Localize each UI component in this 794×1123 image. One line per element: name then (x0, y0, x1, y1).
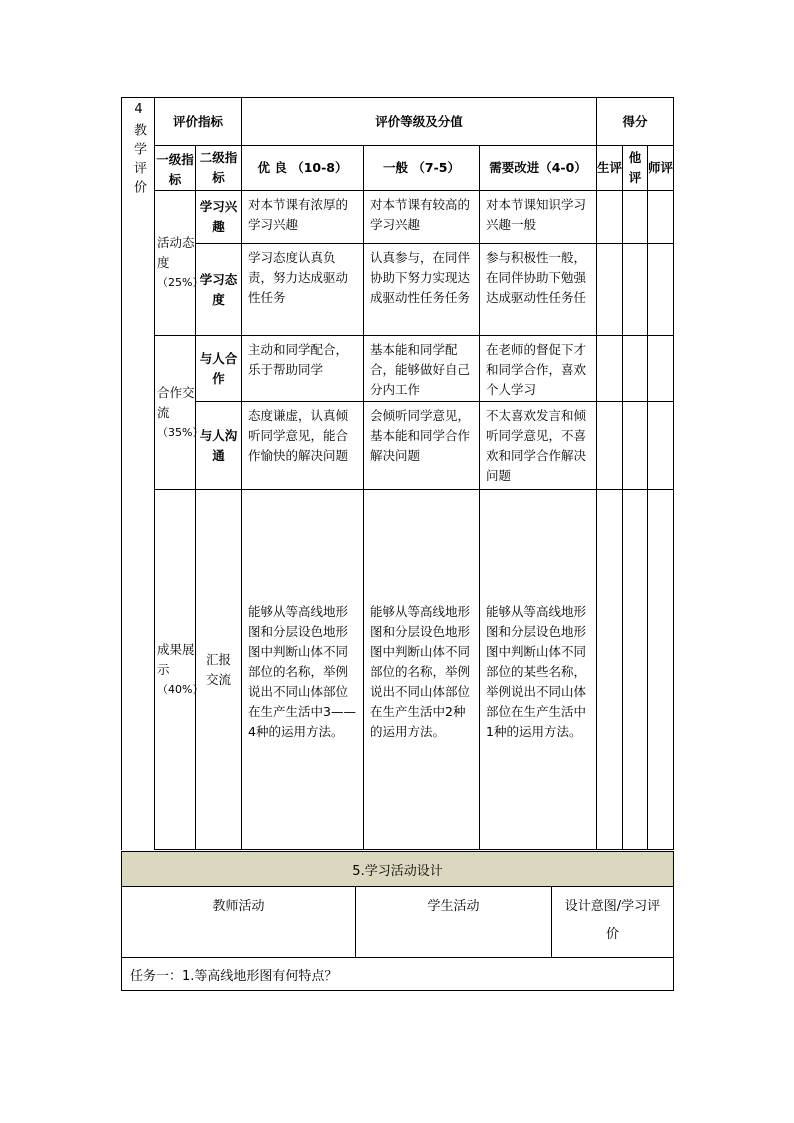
score-self[interactable] (597, 336, 623, 402)
criteria-average: 能够从等高线地形图和分层设色地形图中判断山体不同部位的名称，举例说出不同山体部位在生产生活中2种的运用方法。 (364, 490, 480, 850)
level2-header: 二级指标 (196, 146, 242, 191)
group-results: 成果展示 （40%） (155, 490, 196, 850)
group-activity-attitude: 活动态度 （25%） (155, 191, 196, 336)
score-peer[interactable] (623, 244, 648, 336)
criteria-average: 对本节课有较高的学习兴趣 (364, 191, 480, 244)
teacher-eval-header: 师评 (648, 146, 674, 191)
sub-cooperation: 与人合作 (196, 336, 242, 402)
side-label-cell (122, 98, 155, 850)
group-cooperation: 合作交流 （35%） (155, 336, 196, 490)
score-teacher[interactable] (648, 402, 674, 490)
criteria-excellent: 态度谦虚，认真倾听同学意见，能合作愉快的解决问题 (242, 402, 364, 490)
score-self[interactable] (597, 490, 623, 850)
index-header: 评价指标 (155, 98, 242, 146)
sub-report: 汇报交流 (196, 490, 242, 850)
score-teacher[interactable] (648, 490, 674, 850)
score-teacher[interactable] (648, 191, 674, 244)
criteria-excellent: 对本节课有浓厚的学习兴趣 (242, 191, 364, 244)
evaluation-table (121, 97, 674, 850)
self-eval-header: 生评 (597, 146, 623, 191)
score-peer[interactable] (623, 336, 648, 402)
criteria-improve: 不太喜欢发言和倾听同学意见，不喜欢和同学合作解决问题 (480, 402, 597, 490)
score-teacher[interactable] (648, 244, 674, 336)
criteria-average: 认真参与，在同伴协助下努力实现达成驱动性任务任务 (364, 244, 480, 336)
col-student-activity: 学生活动 (356, 887, 552, 958)
col-teacher-activity: 教师活动 (122, 887, 356, 958)
score-header: 得分 (597, 98, 674, 146)
criteria-improve: 参与积极性一般，在同伴协助下勉强达成驱动性任务任 (480, 244, 597, 336)
peer-eval-header: 他评 (623, 146, 648, 191)
criteria-average: 基本能和同学配合，能够做好自己分内工作 (364, 336, 480, 402)
score-self[interactable] (597, 402, 623, 490)
score-peer[interactable] (623, 490, 648, 850)
col-design-intent: 设计意图/学习评价 (552, 887, 674, 958)
criteria-excellent: 主动和同学配合，乐于帮助同学 (242, 336, 364, 402)
criteria-improve: 能够从等高线地形图和分层设色地形图中判断山体不同部位的某些名称，举例说出不同山体部位在生产生活中1种的运用方法。 (480, 490, 597, 850)
criteria-excellent: 学习态度认真负责，努力达成驱动性任务 (242, 244, 364, 336)
score-self[interactable] (597, 191, 623, 244)
level-header: 评价等级及分值 (242, 98, 597, 146)
score-teacher[interactable] (648, 336, 674, 402)
criteria-excellent: 能够从等高线地形图和分层设色地形图中判断山体不同部位的名称，举例说出不同山体部位在生产生活中3——4种的运用方法。 (242, 490, 364, 850)
activity-table (121, 851, 674, 991)
criteria-improve: 对本节课知识学习兴趣一般 (480, 191, 597, 244)
criteria-improve: 在老师的督促下才和同学合作，喜欢个人学习 (480, 336, 597, 402)
criteria-average: 会倾听同学意见，基本能和同学合作解决问题 (364, 402, 480, 490)
improve-header: 需要改进（4-0） (480, 146, 597, 191)
level1-header: 一级指标 (155, 146, 196, 191)
sub-attitude: 学习态度 (196, 244, 242, 336)
task-one: 任务一：1.等高线地形图有何特点？ (122, 958, 674, 991)
sub-communication: 与人沟通 (196, 402, 242, 490)
score-peer[interactable] (623, 402, 648, 490)
side-label: 4教学评价 (131, 102, 146, 199)
sub-interest: 学习兴趣 (196, 191, 242, 244)
average-header: 一般 （7-5） (364, 146, 480, 191)
score-peer[interactable] (623, 191, 648, 244)
score-self[interactable] (597, 244, 623, 336)
excellent-header: 优 良 （10-8） (242, 146, 364, 191)
section-title: 5.学习活动设计 (122, 852, 674, 887)
